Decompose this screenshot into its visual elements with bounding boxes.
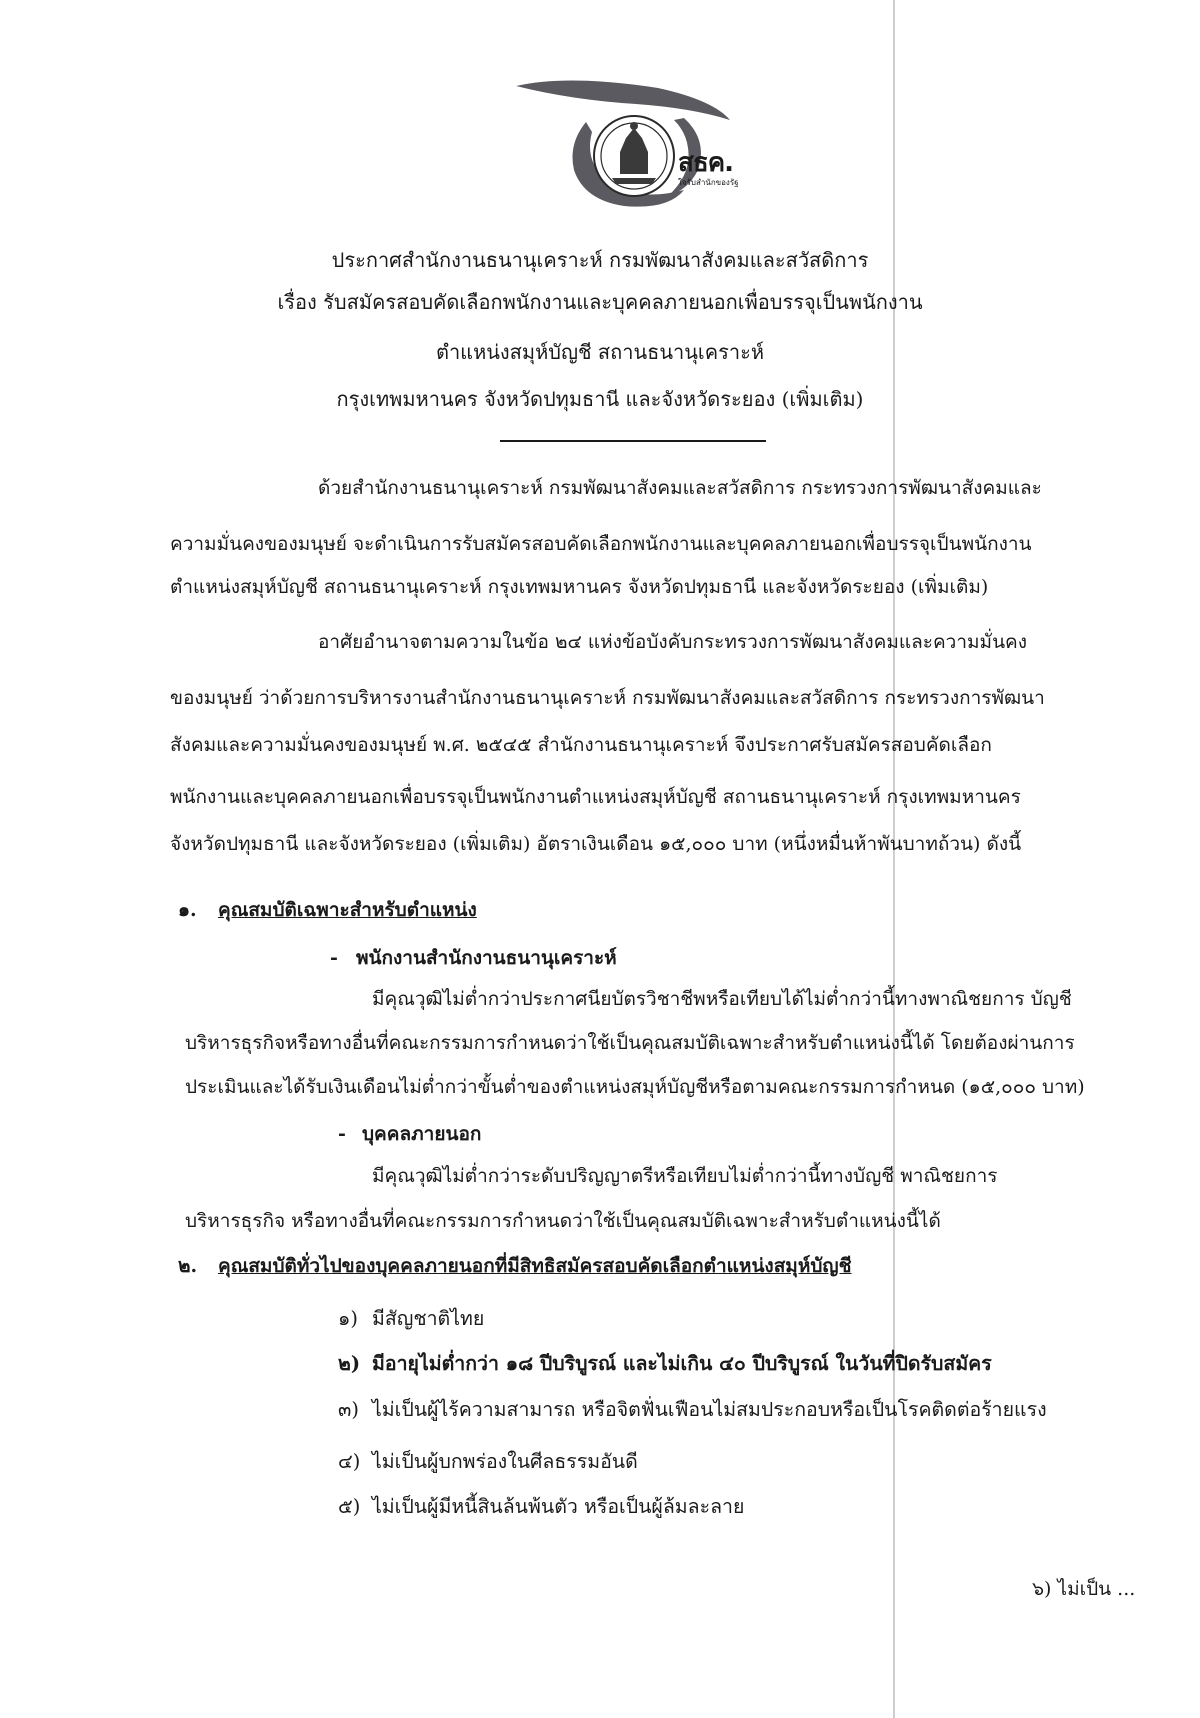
section1-outsider-label: บุคคลภายนอก (362, 1123, 482, 1145)
section1-outsider-line-1: มีคุณวุฒิไม่ต่ำกว่าระดับปริญญาตรีหรือเทียบไม่ต่ำกว่านี้ทางบัญชี พาณิชยการ (372, 1165, 998, 1187)
title-line-3: ตำแหน่งสมุห์บัญชี สถานธนานุเคราะห์ (435, 340, 765, 364)
authority-line-5: จังหวัดปทุมธานี และจังหวัดระยอง (เพิ่มเติม) อัตราเงินเดือน ๑๕,๐๐๐ บาท (หนึ่งหมื่นห้าพันบาทถ้วน) ดังนี้ (170, 833, 1022, 855)
section2-item-5-num: ๕) (338, 1495, 361, 1518)
intro-line-3: ตำแหน่งสมุห์บัญชี สถานธนานุเคราะห์ กรุงเทพมหานคร จังหวัดปทุมธานี และจังหวัดระยอง (เพิ่มเติม) (170, 576, 989, 598)
section1-staff-line-2: บริหารธุรกิจหรือทางอื่นที่คณะกรรมการกำหนดว่าใช้เป็นคุณสมบัติเฉพาะสำหรับตำแหน่งนี้ได้ โดยต้องผ่านการ (185, 1032, 1075, 1054)
section1-staff-label: พนักงานสำนักงานธนานุเคราะห์ (356, 947, 617, 969)
title-line-4: กรุงเทพมหานคร จังหวัดปทุมธานี และจังหวัดระยอง (เพิ่มเติม) (336, 387, 864, 411)
logo-subtext: ใจรับสำนักของรัฐ (678, 178, 739, 187)
section1-outsider-dash: - (338, 1123, 346, 1145)
section2-item-4-num: ๔) (338, 1450, 361, 1473)
title-line-1: ประกาศสำนักงานธนานุเคราะห์ กรมพัฒนาสังคมและสวัสดิการ (331, 248, 869, 272)
section2-item-1-text: มีสัญชาติไทย (372, 1307, 485, 1330)
section1-staff-line-3: ประเมินและได้รับเงินเดือนไม่ต่ำกว่าขั้นต่ำของตำแหน่งสมุห์บัญชีหรือตามคณะกรรมการกำหนด (๑๕,๐๐๐ บาท) (185, 1076, 1085, 1098)
section2-item-3-text: ไม่เป็นผู้ไร้ความสามารถ หรือจิตฟั่นเฟือนไม่สมประกอบหรือเป็นโรคติดต่อร้ายแรง (372, 1398, 1047, 1421)
authority-line-3: สังคมและความมั่นคงของมนุษย์ พ.ศ. ๒๕๔๕ สำนักงานธนานุเคราะห์ จึงประกาศรับสมัครสอบคัดเลือก (170, 734, 992, 756)
section1-heading: คุณสมบัติเฉพาะสำหรับตำแหน่ง (218, 899, 477, 921)
title-divider (500, 440, 766, 442)
title-line-2: เรื่อง รับสมัครสอบคัดเลือกพนักงานและบุคคลภายนอกเพื่อบรรจุเป็นพนักงาน (277, 290, 923, 314)
intro-line-1: ด้วยสำนักงานธนานุเคราะห์ กรมพัฒนาสังคมและสวัสดิการ กระทรวงการพัฒนาสังคมและ (318, 477, 1042, 499)
authority-line-4: พนักงานและบุคคลภายนอกเพื่อบรรจุเป็นพนักงานตำแหน่งสมุห์บัญชี สถานธนานุเคราะห์ กรุงเทพมหานคร (170, 786, 1021, 808)
section1-staff-line-1: มีคุณวุฒิไม่ต่ำกว่าประกาศนียบัตรวิชาชีพหรือเทียบได้ไม่ต่ำกว่านี้ทางพาณิชยการ บัญชี (372, 988, 1072, 1010)
section2-item-5-text: ไม่เป็นผู้มีหนี้สินล้นพ้นตัว หรือเป็นผู้ล้มละลาย (372, 1495, 745, 1518)
section1-staff-dash: - (330, 947, 338, 969)
section2-number: ๒. (178, 1255, 198, 1277)
section2-item-2-num: ๒) (338, 1352, 361, 1375)
authority-line-2: ของมนุษย์ ว่าด้วยการบริหารงานสำนักงานธนานุเคราะห์ กรมพัฒนาสังคมและสวัสดิการ กระทรวงการพัฒนา (170, 687, 1045, 709)
page-continuation: ๖) ไม่เป็น ... (1032, 1578, 1136, 1600)
logo-text: สธค. (678, 148, 734, 178)
section2-item-3-num: ๓) (338, 1398, 359, 1421)
section2-item-2-text: มีอายุไม่ต่ำกว่า ๑๘ ปีบริบูรณ์ และไม่เกิน ๔๐ ปีบริบูรณ์ ในวันที่ปิดรับสมัคร (372, 1352, 992, 1375)
section1-number: ๑. (178, 899, 197, 921)
section2-item-1-num: ๑) (338, 1307, 358, 1330)
section2-heading: คุณสมบัติทั่วไปของบุคคลภายนอกที่มีสิทธิสมัครสอบคัดเลือกตำแหน่งสมุห์บัญชี (218, 1255, 852, 1277)
section1-outsider-line-2: บริหารธุรกิจ หรือทางอื่นที่คณะกรรมการกำหนดว่าใช้เป็นคุณสมบัติเฉพาะสำหรับตำแหน่งนี้ได้ (185, 1210, 941, 1232)
intro-line-2: ความมั่นคงของมนุษย์ จะดำเนินการรับสมัครสอบคัดเลือกพนักงานและบุคคลภายนอกเพื่อบรรจุเป็นพนักงาน (170, 533, 1032, 555)
section2-item-4-text: ไม่เป็นผู้บกพร่องในศีลธรรมอันดี (372, 1450, 638, 1473)
authority-line-1: อาศัยอำนาจตามความในข้อ ๒๔ แห่งข้อบังคับกระทรวงการพัฒนาสังคมและความมั่นคง (318, 631, 1028, 653)
